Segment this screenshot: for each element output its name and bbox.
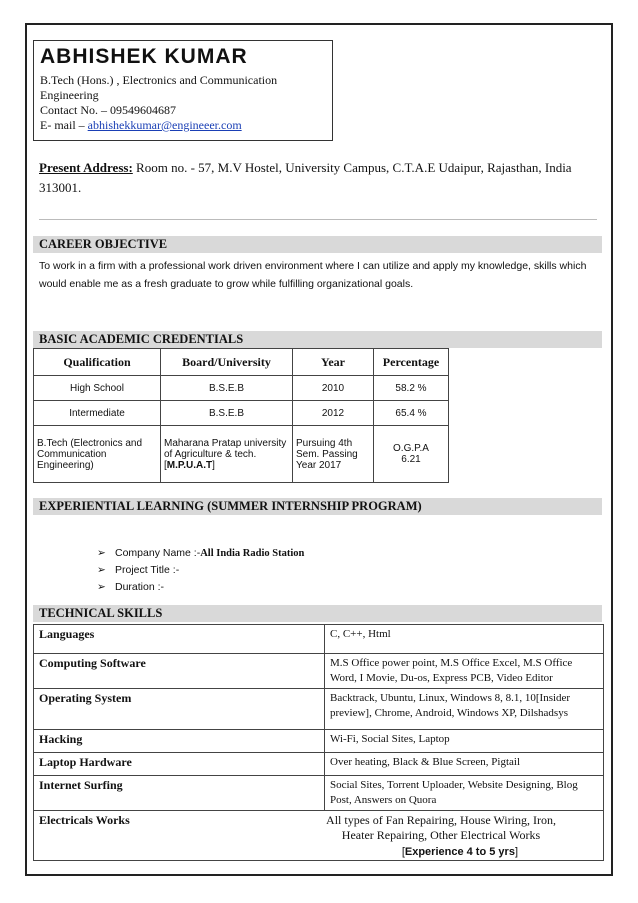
- section-academic: BASIC ACADEMIC CREDENTIALS: [33, 331, 602, 348]
- board-text: Maharana Pratap university of Agriculture & tech. [: [164, 437, 287, 471]
- skill-key: Internet Surfing: [34, 776, 325, 811]
- internship-list: [97, 545, 304, 596]
- degree-line: B.Tech (Hons.) , Electronics and Communication: [40, 73, 278, 87]
- arrow-bullet-icon: ➢: [97, 564, 106, 576]
- skill-value: Backtrack, Ubuntu, Linux, Windows 8, 8.1, 10[Insider preview], Chrome, Android, Windows XP, Dilshadsys: [325, 689, 604, 730]
- skill-value: C, C++, Html: [325, 625, 604, 654]
- ogpa-label: O.G.P.A: [393, 443, 429, 454]
- arrow-bullet-icon: ➢: [97, 581, 106, 593]
- cell: 65.4 %: [374, 401, 449, 426]
- cell: 58.2 %: [374, 376, 449, 401]
- header-box: [33, 40, 333, 141]
- cell: High School: [34, 376, 161, 401]
- electrical-row: [34, 811, 604, 861]
- cell: B.S.E.B: [161, 376, 293, 401]
- academic-table: [33, 348, 449, 483]
- experience-text: Experience 4 to 5 yrs: [404, 846, 515, 858]
- contact-number: Contact No. – 09549604687: [40, 103, 176, 117]
- cell: B.S.E.B: [161, 401, 293, 426]
- list-item: [97, 562, 304, 579]
- skills-table: [33, 624, 604, 861]
- table-row: [34, 730, 604, 753]
- item-label: Company Name :-: [115, 547, 201, 559]
- cell: B.Tech (Electronics and Communication Engineering): [34, 426, 161, 483]
- skill-key: Operating System: [34, 689, 325, 730]
- ogpa-value: 6.21: [401, 454, 421, 465]
- table-row: [34, 654, 604, 689]
- cell: Pursuing 4th Sem. Passing Year 2017: [293, 426, 374, 483]
- bracket: [: [401, 846, 405, 858]
- career-objective-text: To work in a firm with a professional work driven environment where I can utilize and apply my knowledge, skills which would enable me as a fresh graduate to grow while fulfilling organizational goals.: [39, 260, 587, 290]
- cell: 2012: [293, 401, 374, 426]
- skill-value: M.S Office power point, M.S Office Excel, M.S Office Word, I Movie, Du-os, Express PCB, Video Editor: [325, 654, 604, 689]
- cell: 2010: [293, 376, 374, 401]
- section-internship: EXPERIENTIAL LEARNING (SUMMER INTERNSHIP PROGRAM): [33, 498, 602, 515]
- item-label: Project Title :-: [115, 564, 180, 576]
- cell: [161, 426, 293, 483]
- col-qualification: Qualification: [34, 349, 161, 376]
- table-row: [34, 401, 449, 426]
- board-abbr: M.P.U.A.T: [166, 459, 213, 471]
- experience-note: [284, 846, 598, 858]
- table-row: [34, 376, 449, 401]
- skill-value: Over heating, Black & Blue Screen, Pigtail: [325, 753, 604, 776]
- table-header-row: [34, 349, 449, 376]
- table-row: [34, 776, 604, 811]
- divider: [39, 219, 597, 220]
- candidate-name: ABHISHEK KUMAR: [40, 45, 248, 68]
- degree-line-2: Engineering: [40, 88, 99, 102]
- section-technical-skills: TECHNICAL SKILLS: [33, 605, 602, 622]
- address-text: Room no. - 57, M.V Hostel, University Campus, C.T.A.E Udaipur, Rajasthan, India 313001.: [39, 160, 572, 195]
- table-row: [34, 753, 604, 776]
- email-label: E- mail –: [40, 118, 88, 132]
- table-row: [34, 811, 604, 861]
- item-value: All India Radio Station: [200, 548, 305, 559]
- email-line: [40, 118, 326, 133]
- skill-value: Social Sites, Torrent Uploader, Website Designing, Blog Post, Answers on Quora: [325, 776, 604, 811]
- electrical-line: All types of Fan Repairing, House Wiring, Iron,: [326, 813, 556, 827]
- address-label: Present Address:: [39, 160, 133, 175]
- skill-key: Laptop Hardware: [34, 753, 325, 776]
- list-item: [97, 579, 304, 596]
- bracket: ]: [514, 846, 518, 858]
- board-bracket: ]: [212, 459, 215, 471]
- list-item: [97, 545, 304, 562]
- item-label: Duration :-: [115, 581, 165, 593]
- table-row: [34, 689, 604, 730]
- col-percentage: Percentage: [374, 349, 449, 376]
- arrow-bullet-icon: ➢: [97, 547, 106, 559]
- section-career-objective: CAREER OBJECTIVE: [33, 236, 602, 253]
- skill-value: Wi-Fi, Social Sites, Laptop: [325, 730, 604, 753]
- skill-key: Hacking: [34, 730, 325, 753]
- col-board: Board/University: [161, 349, 293, 376]
- skill-key: Electricals Works: [39, 813, 130, 827]
- col-year: Year: [293, 349, 374, 376]
- email-link[interactable]: abhishekkumar@engineeer.com: [87, 118, 242, 132]
- cell: Intermediate: [34, 401, 161, 426]
- cell: [374, 426, 449, 483]
- present-address: [39, 158, 599, 198]
- electrical-line-2: Heater Repairing, Other Electrical Works: [341, 828, 541, 842]
- electrical-value: [284, 813, 598, 858]
- table-row: [34, 625, 604, 654]
- skill-key: Languages: [34, 625, 325, 654]
- table-row: [34, 426, 449, 483]
- skill-key: Computing Software: [34, 654, 325, 689]
